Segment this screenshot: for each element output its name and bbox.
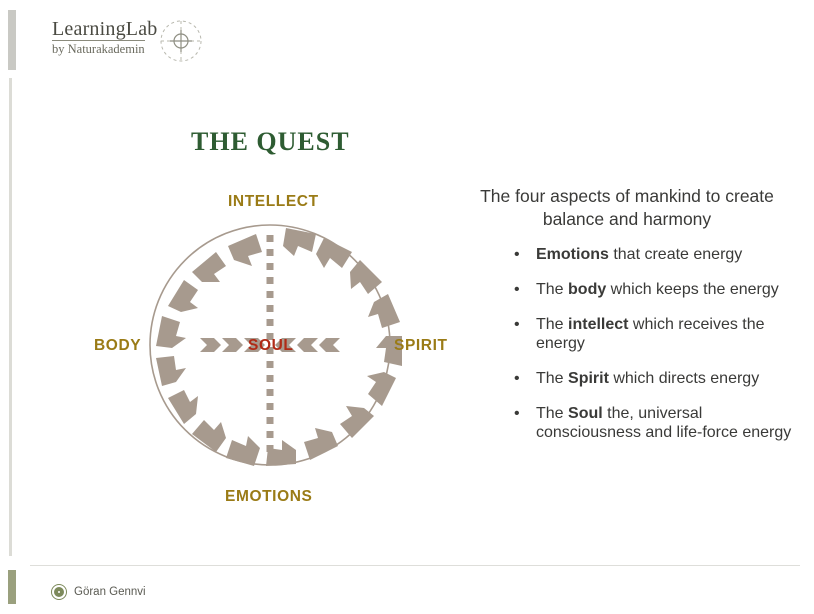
bullet-text-before: The [536, 281, 569, 298]
bullet-text-after: which keeps the energy [606, 281, 779, 298]
list-item [514, 280, 792, 299]
bullet-text-before: The [536, 316, 569, 333]
bullet-text-bold: body [568, 281, 607, 298]
bullet-text-after: which directs energy [608, 370, 760, 387]
aspects-text-column [462, 185, 792, 458]
diagram-label-intellect: INTELLECT [228, 193, 319, 210]
aspects-heading: The four aspects of mankind to create balance and harmony [480, 186, 774, 229]
list-item [514, 245, 792, 264]
bullet-text-after: the, universal consciousness and life-force energy [536, 405, 792, 441]
four-aspects-circle-diagram [80, 180, 460, 520]
bullet-text-bold: Spirit [568, 370, 609, 387]
compass-circle-icon [156, 16, 206, 66]
bullet-text-bold: intellect [568, 316, 629, 333]
bullet-text-after: which receives the energy [536, 316, 765, 352]
bullet-text-before: The [536, 405, 569, 422]
target-dot-icon [52, 585, 66, 599]
list-item [514, 315, 792, 353]
diagram-label-body: BODY [94, 337, 142, 354]
bullet-text-before: The [536, 370, 569, 387]
bullet-text-after: that create energy [608, 246, 743, 263]
bullet-marker: • [514, 370, 520, 387]
left-accent-bar-top [8, 10, 16, 70]
bullet-marker: • [514, 405, 520, 422]
left-accent-bar-middle [9, 78, 12, 556]
footer-divider [30, 565, 800, 566]
page-title: THE QUEST [191, 127, 350, 156]
list-item [514, 404, 792, 442]
diagram-label-spirit: SPIRIT [394, 337, 448, 354]
logo-subtitle: by Naturakademin [52, 42, 145, 56]
logo-title: LearningLab [52, 18, 158, 40]
diagram-label-emotions: EMOTIONS [225, 488, 313, 505]
footer-author: Göran Gennvi [74, 586, 146, 598]
left-accent-bar-bottom [8, 570, 16, 604]
bullet-marker: • [514, 281, 520, 298]
bullet-marker: • [514, 316, 520, 333]
aspects-bullet-list [462, 245, 792, 442]
bullet-marker: • [514, 246, 520, 263]
bullet-text-bold: Soul [568, 405, 603, 422]
diagram-label-soul: SOUL [248, 337, 294, 354]
list-item [514, 369, 792, 388]
bullet-text-bold: Emotions [536, 246, 609, 263]
logo [52, 18, 252, 68]
